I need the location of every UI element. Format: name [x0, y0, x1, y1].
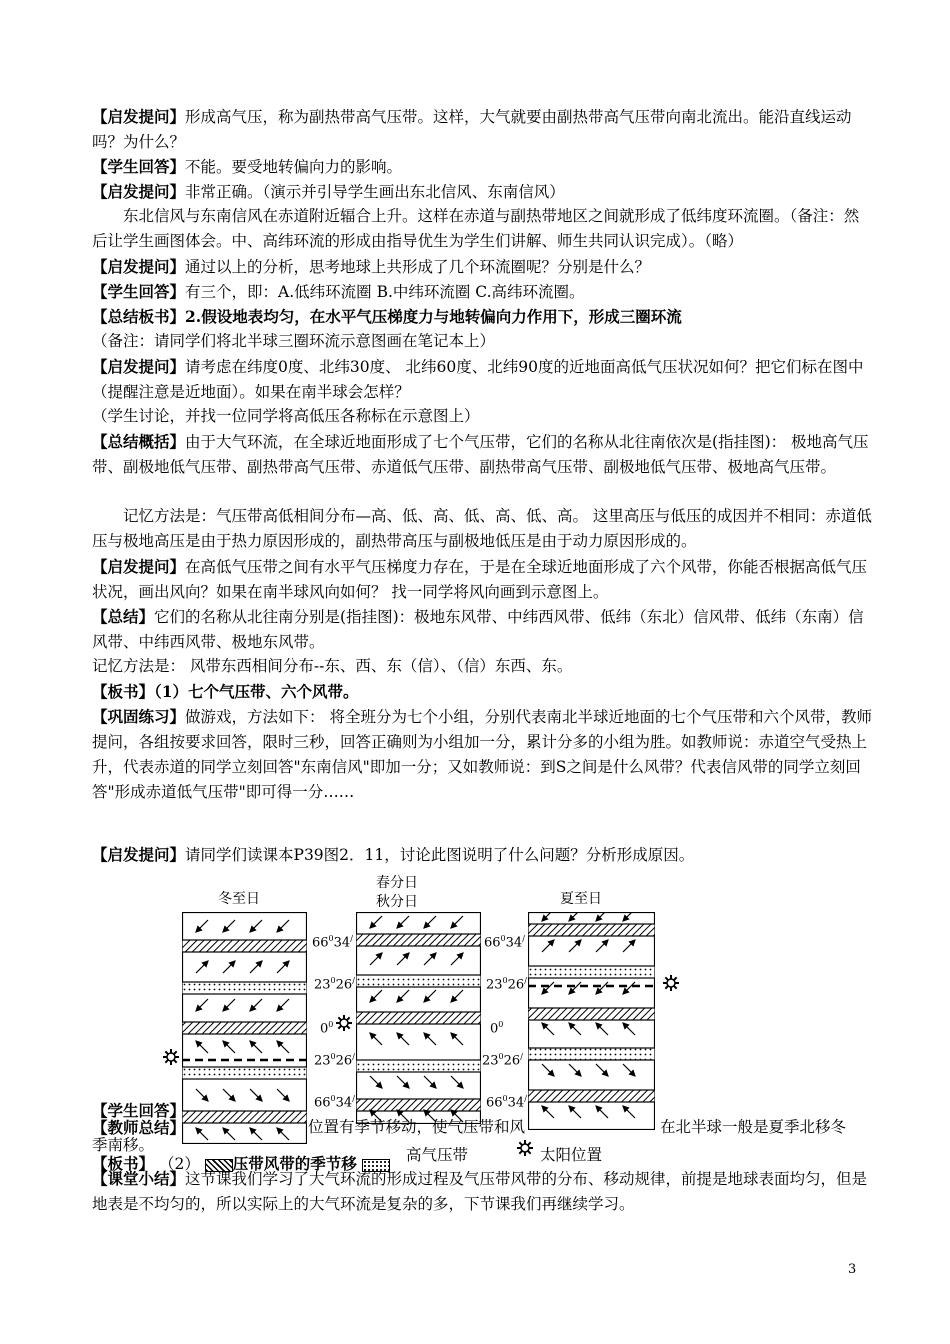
para-5 [92, 254, 872, 280]
text: 请考虑在纬度0度、北纬30度、 北纬60度、北纬90度的近地面高低气压状况如何？把它们标在图中（提醒注意是近地面）。如果在南半球会怎样？ [92, 358, 864, 401]
board-tag: 【板书】 [92, 1154, 155, 1173]
text: 形成高气压，称为副热带高气压带。这样，大气就要由副热带高气压带向南北流出。能沿直线运动吗？为什么？ [92, 108, 852, 151]
para-11 [92, 429, 872, 480]
low-pressure-band [528, 924, 655, 936]
low-pressure-band [356, 1012, 481, 1024]
lat-label: $66^034^/$ [314, 1094, 355, 1111]
para-1 [92, 104, 872, 155]
para-9 [92, 354, 872, 405]
text: 它们的名称从北往南分别是(指挂图)：极地东风带、中纬西风带、低纬（东北）信风带、低纬（东南）信风带、中纬西风带、极地东风带。 [92, 608, 864, 651]
page-number: 3 [848, 1262, 857, 1277]
lat-label: $66^034^/$ [484, 934, 525, 951]
text: 东北信风与东南信风在赤道附近辐合上升。这样在赤道与副热带地区之间就形成了低纬度环流圈。（备注：然后让学生画图体会。中、高纬环流的形成由指导优生为学生们讲解、师生共同认识完成）。（略） [92, 207, 860, 250]
para-16 [92, 679, 872, 704]
high-pressure-band [528, 1048, 655, 1060]
panel-title-summer: 夏至日 [560, 891, 602, 907]
high-pressure-band [356, 1060, 481, 1072]
high-pressure-band [182, 1067, 307, 1079]
board-text: （2） [158, 1155, 200, 1173]
para-8 [92, 329, 872, 354]
lat-label: $23^026^/$ [314, 1052, 355, 1069]
para-17 [92, 704, 872, 805]
tag: 【启发提问】 [92, 182, 186, 201]
text: 由于大气环流，在全球近地面形成了七个气压带，它们的名称从北往南依次是(指挂图)： 极地高气压带、副极地低气压带、副热带高气压带、赤道低气压带、副热带高气压带、副极地低气压带、极地高气压带。 [92, 433, 869, 476]
tag: 【巩固练习】 [92, 707, 186, 726]
para-12 [92, 504, 872, 554]
panel-winter [182, 912, 307, 1144]
high-pressure-band [356, 975, 481, 987]
para-2 [92, 154, 872, 180]
tag: 【启发提问】 [92, 557, 186, 576]
lat-label: $23^026^/$ [314, 976, 355, 993]
panel-title-spring: 春分日 [376, 875, 418, 891]
para-4 [92, 204, 872, 254]
panel-title-autumn: 秋分日 [376, 894, 418, 910]
tag: 【板书】 [92, 682, 155, 701]
tag: 【启发提问】 [92, 845, 186, 864]
teacher-summary-tag: 【教师总结】 [92, 1118, 186, 1137]
text: 请同学们读课本P39图2．11，讨论此图说明了什么问题？分析形成原因。 [185, 846, 695, 864]
lat-label: $23^026^/$ [486, 976, 527, 993]
text: 记忆方法是： 风带东西相间分布--东、西、东（信）、（信）东西、东。 [92, 657, 573, 675]
low-pressure-band [182, 1111, 307, 1123]
low-pressure-band [182, 940, 307, 952]
tag: 【启发提问】 [92, 107, 186, 126]
high-pressure-band [528, 966, 655, 978]
sun-icon [516, 1139, 534, 1157]
text: （备注：请同学们将北半球三圈环流示意图画在笔记本上） [92, 332, 496, 350]
text: 非常正确。（演示并引导学生画出东北信风、东南信风） [185, 183, 565, 201]
text: 不能。要受地转偏向力的影响。 [185, 158, 403, 176]
panel-equinox [356, 912, 481, 1124]
low-pressure-band [356, 934, 481, 946]
lat-label: $0^0$ [320, 1020, 334, 1037]
low-pressure-band [356, 1099, 481, 1111]
panel-summer [528, 912, 655, 1130]
text: 记忆方法是：气压带高低相间分布—高、低、高、低、高、低、高。 这里高压与低压的成因并不相同：赤道低压与极地高压是由于热力原因形成的，副热带高压与副极地低压是由于动力原因形成的。 [92, 507, 872, 550]
tag: 【启发提问】 [92, 257, 186, 276]
text: 这节课我们学习了大气环流的形成过程及气压带风带的分布、移动规律，前提是地球表面均匀，但是地表是不均匀的，所以实际上的大气环流是复杂的多，下节课我们再继续学习。 [92, 1170, 868, 1213]
sun-icon [162, 1048, 180, 1066]
tag: 【启发提问】 [92, 357, 186, 376]
teacher-summary-right: 在北半球一般是夏季北移冬 [660, 1118, 847, 1136]
lat-label: $0^0$ [490, 1020, 504, 1037]
para-3 [92, 179, 872, 205]
teacher-summary-mid: 位置有季节移动，使气压带和风 [308, 1118, 526, 1136]
text: 通过以上的分析，思考地球上共形成了几个环流圈呢？分别是什么？ [185, 258, 651, 276]
text: 做游戏，方法如下： 将全班分为七个小组，分别代表南北半球近地面的七个气压带和六个风带，教师提问，各组按要求回答，限时三秒，回答正确则为小组加一分，累计分多的小组为胜。如教师说：赤道空气受热上升，代表赤道的同学立刻回答"东南信风"即加一分；又如教师说：到S之间是什么风带？代表信风带的同学立刻回答"形成赤道低气压带"即可得一分…… [92, 708, 872, 801]
text: （1）七个气压带、六个风带。 [154, 682, 359, 701]
tag: 【总结板书】 [92, 307, 186, 326]
low-pressure-band [182, 1022, 307, 1034]
text: 有三个，即：A.低纬环流圈 B.中纬环流圈 C.高纬环流圈。 [185, 283, 585, 301]
para-7 [92, 304, 872, 329]
para-6 [92, 279, 872, 305]
sun-icon [335, 1014, 353, 1032]
student-answer-tag: 【学生回答】 [92, 1101, 186, 1120]
para-18 [92, 842, 872, 868]
lat-label: $66^034^/$ [486, 1094, 527, 1111]
tag: 【学生回答】 [92, 157, 186, 176]
legend-high-label: 高气压带 [406, 1146, 469, 1164]
panel-title-winter: 冬至日 [218, 891, 260, 907]
sun-icon [662, 974, 680, 992]
tag: 【总结概括】 [92, 432, 186, 451]
para-10 [92, 404, 872, 429]
text: 2.假设地表均匀，在水平气压梯度力与地转偏向力作用下，形成三圈环流 [185, 307, 682, 326]
low-pressure-band [528, 1008, 655, 1020]
low-pressure-band [528, 1090, 655, 1102]
legend-sun-label: 太阳位置 [540, 1146, 603, 1164]
para-14 [92, 604, 872, 655]
lat-label: $66^034^/$ [312, 934, 353, 951]
tag: 【课堂小结】 [92, 1169, 186, 1188]
class-summary [92, 1166, 872, 1217]
text: （学生讨论，并找一位同学将高低压各称标在示意图上） [92, 407, 480, 425]
board-bold: 压带风带的季节移 [232, 1154, 357, 1173]
para-15 [92, 654, 872, 679]
para-13 [92, 554, 872, 605]
text: 在高低气压带之间有水平气压梯度力存在，于是在全球近地面形成了六个风带，你能否根据高低气压状况，画出风向？如果在南半球风向如何？ 找一同学将风向画到示意图上。 [92, 558, 868, 601]
tag: 【总结】 [92, 607, 155, 626]
high-pressure-band [182, 982, 307, 994]
tag: 【学生回答】 [92, 282, 186, 301]
lat-label: $23^026^/$ [482, 1052, 523, 1069]
teacher-summary-end: 季南移。 [92, 1136, 155, 1154]
